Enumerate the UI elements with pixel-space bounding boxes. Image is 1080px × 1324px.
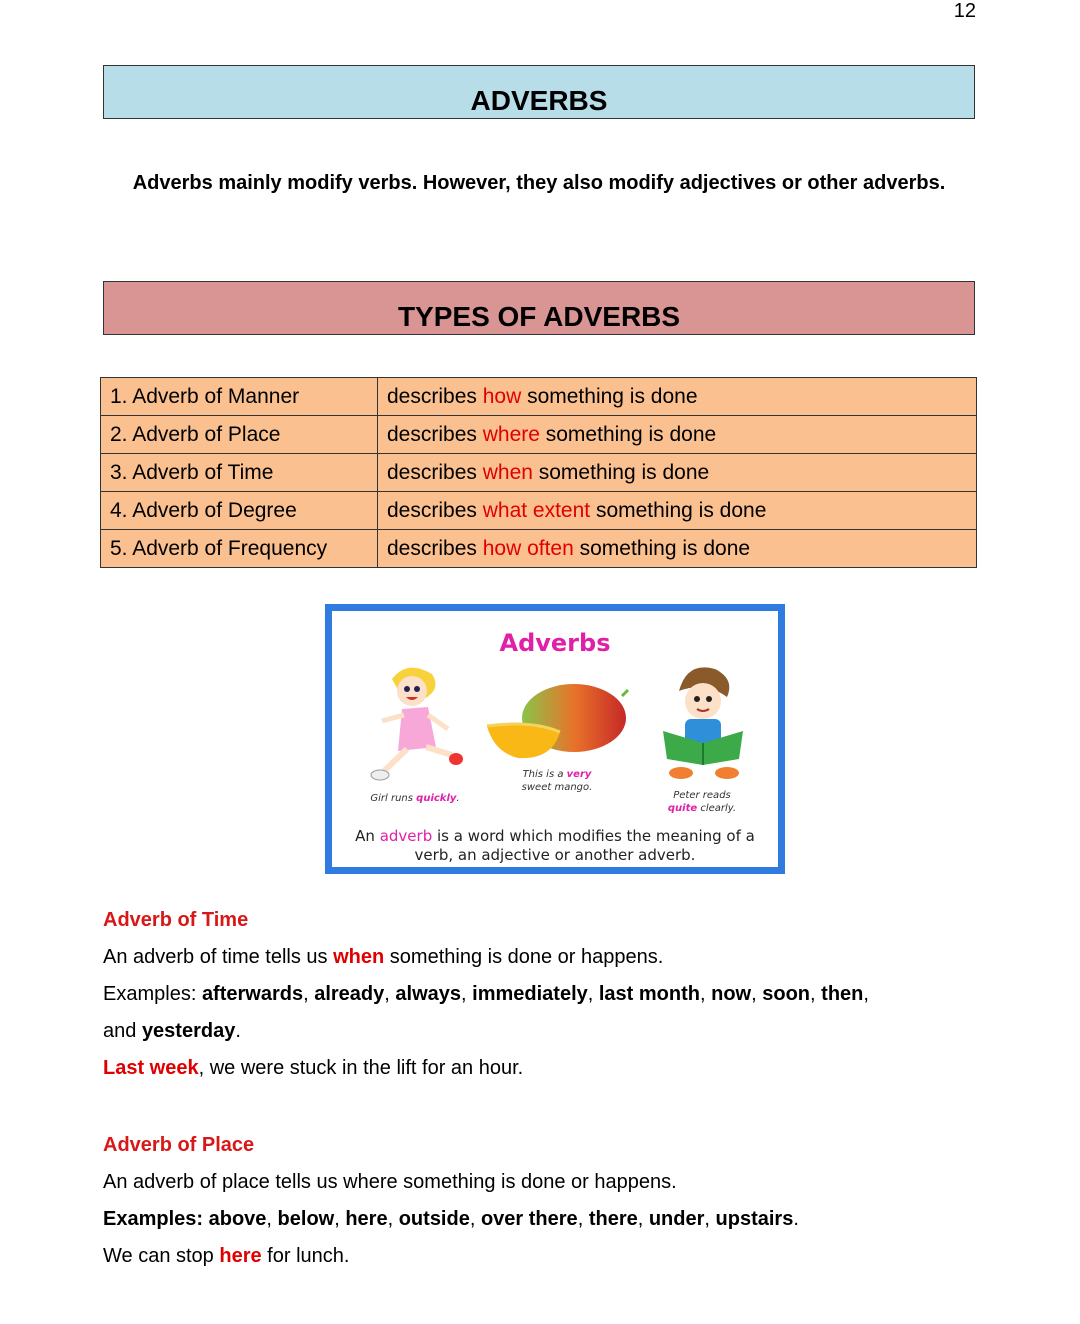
place-sentence	[103, 1238, 983, 1275]
adverb-type: 3. Adverb of Time	[101, 454, 378, 492]
text: An adverb of time tells us	[103, 946, 334, 968]
description-text: something is done	[521, 384, 698, 408]
girl-caption	[360, 793, 470, 804]
adverb-type: 2. Adverb of Place	[101, 416, 378, 454]
text: for lunch.	[261, 1245, 350, 1267]
place-heading: Adverb of Place	[103, 1134, 255, 1156]
adverb-type: 4. Adverb of Degree	[101, 492, 378, 530]
example-word: here	[345, 1208, 388, 1230]
description-text: describes	[387, 536, 483, 560]
examples-label: Examples:	[103, 983, 202, 1005]
mango-caption	[512, 768, 602, 794]
running-girl-illustration	[362, 659, 472, 789]
adverb-description	[378, 454, 977, 492]
types-table-row	[101, 378, 977, 416]
time-section	[103, 902, 983, 1087]
example-word: soon	[762, 983, 811, 1005]
caption-text: .	[456, 793, 460, 804]
example-word: there	[588, 1208, 638, 1230]
description-text: something is done	[532, 460, 710, 484]
text: , we were stuck in the lift for an hour.	[198, 1057, 524, 1079]
caption-text: clearly.	[697, 803, 737, 814]
adverb-description	[378, 530, 977, 568]
boy-caption	[662, 789, 742, 815]
adverbs-illustration	[325, 604, 785, 874]
text: something is done or happens.	[384, 946, 664, 968]
time-description	[103, 939, 983, 976]
caption-adverb: quite	[667, 803, 698, 814]
adverb-type: 1. Adverb of Manner	[101, 378, 378, 416]
example-word: immediately	[472, 983, 588, 1005]
examples-list: above, below, here, outside, over there, there, under, upstairs.	[208, 1208, 799, 1230]
description-text: describes	[387, 384, 483, 408]
example-word: over there	[480, 1208, 578, 1230]
place-section	[103, 1127, 983, 1275]
description-keyword: where	[482, 422, 540, 446]
adverb-description	[378, 492, 977, 530]
time-examples	[103, 976, 983, 1013]
caption-adverb: quickly	[416, 793, 457, 804]
description-keyword: how often	[482, 536, 574, 560]
types-heading-banner: TYPES OF ADVERBS	[103, 281, 975, 335]
example-word: last month	[598, 983, 700, 1005]
caption-text: This is a	[522, 769, 567, 780]
description-text: describes	[387, 460, 483, 484]
description-text: something is done	[573, 536, 751, 560]
reading-boy-illustration	[657, 661, 752, 786]
description-text: something is done	[539, 422, 717, 446]
example-word: already	[314, 983, 385, 1005]
page-number: 12	[953, 0, 976, 22]
adverb-type: 5. Adverb of Frequency	[101, 530, 378, 568]
adverb-description	[378, 378, 977, 416]
keyword: Last week	[103, 1057, 199, 1079]
description-text: describes	[387, 498, 483, 522]
time-heading: Adverb of Time	[103, 909, 249, 931]
figure-title: Adverbs	[499, 629, 611, 657]
description-keyword: how	[482, 384, 522, 408]
types-table-row	[101, 530, 977, 568]
caption-adverb: very	[566, 769, 592, 780]
caption-text: Peter reads	[673, 790, 731, 801]
examples-label: Examples:	[103, 1208, 209, 1230]
place-examples	[103, 1201, 983, 1238]
time-examples-cont: and yesterday.	[103, 1020, 241, 1042]
description-keyword: what extent	[482, 498, 591, 522]
definition-text: An	[355, 827, 380, 845]
example-word: above	[208, 1208, 267, 1230]
example-word: upstairs	[715, 1208, 794, 1230]
example-word: then	[821, 983, 864, 1005]
example-word: below	[277, 1208, 335, 1230]
example-word: yesterday	[141, 1020, 236, 1042]
description-keyword: when	[482, 460, 533, 484]
description-text: something is done	[590, 498, 767, 522]
place-description: An adverb of place tells us where something is done or happens.	[103, 1171, 677, 1193]
types-table-row	[101, 416, 977, 454]
types-table-row	[101, 454, 977, 492]
example-word: under	[648, 1208, 705, 1230]
types-table	[100, 377, 977, 568]
caption-text: Girl runs	[370, 793, 417, 804]
examples-list: afterwards, already, always, immediately, last month, now, soon, then,	[201, 983, 869, 1005]
text: We can stop	[103, 1245, 220, 1267]
intro-text: Adverbs mainly modify verbs. However, they also modify adjectives or other adverbs.	[132, 172, 946, 194]
example-word: afterwards	[201, 983, 304, 1005]
mango-illustration	[482, 676, 632, 766]
example-word: now	[711, 983, 752, 1005]
time-sentence	[103, 1050, 983, 1087]
definition-keyword: adverb	[379, 827, 433, 845]
description-text: describes	[387, 422, 483, 446]
keyword: here	[219, 1245, 262, 1267]
adverb-description	[378, 416, 977, 454]
title-banner: ADVERBS	[103, 65, 975, 119]
types-table-row	[101, 492, 977, 530]
adverb-definition	[342, 827, 768, 865]
definition-text: is a word which modifies the meaning of a verb, an adjective or another adverb.	[414, 827, 755, 864]
example-word: outside	[398, 1208, 470, 1230]
example-word: always	[395, 983, 462, 1005]
caption-text: sweet mango.	[521, 782, 593, 793]
keyword: when	[333, 946, 385, 968]
